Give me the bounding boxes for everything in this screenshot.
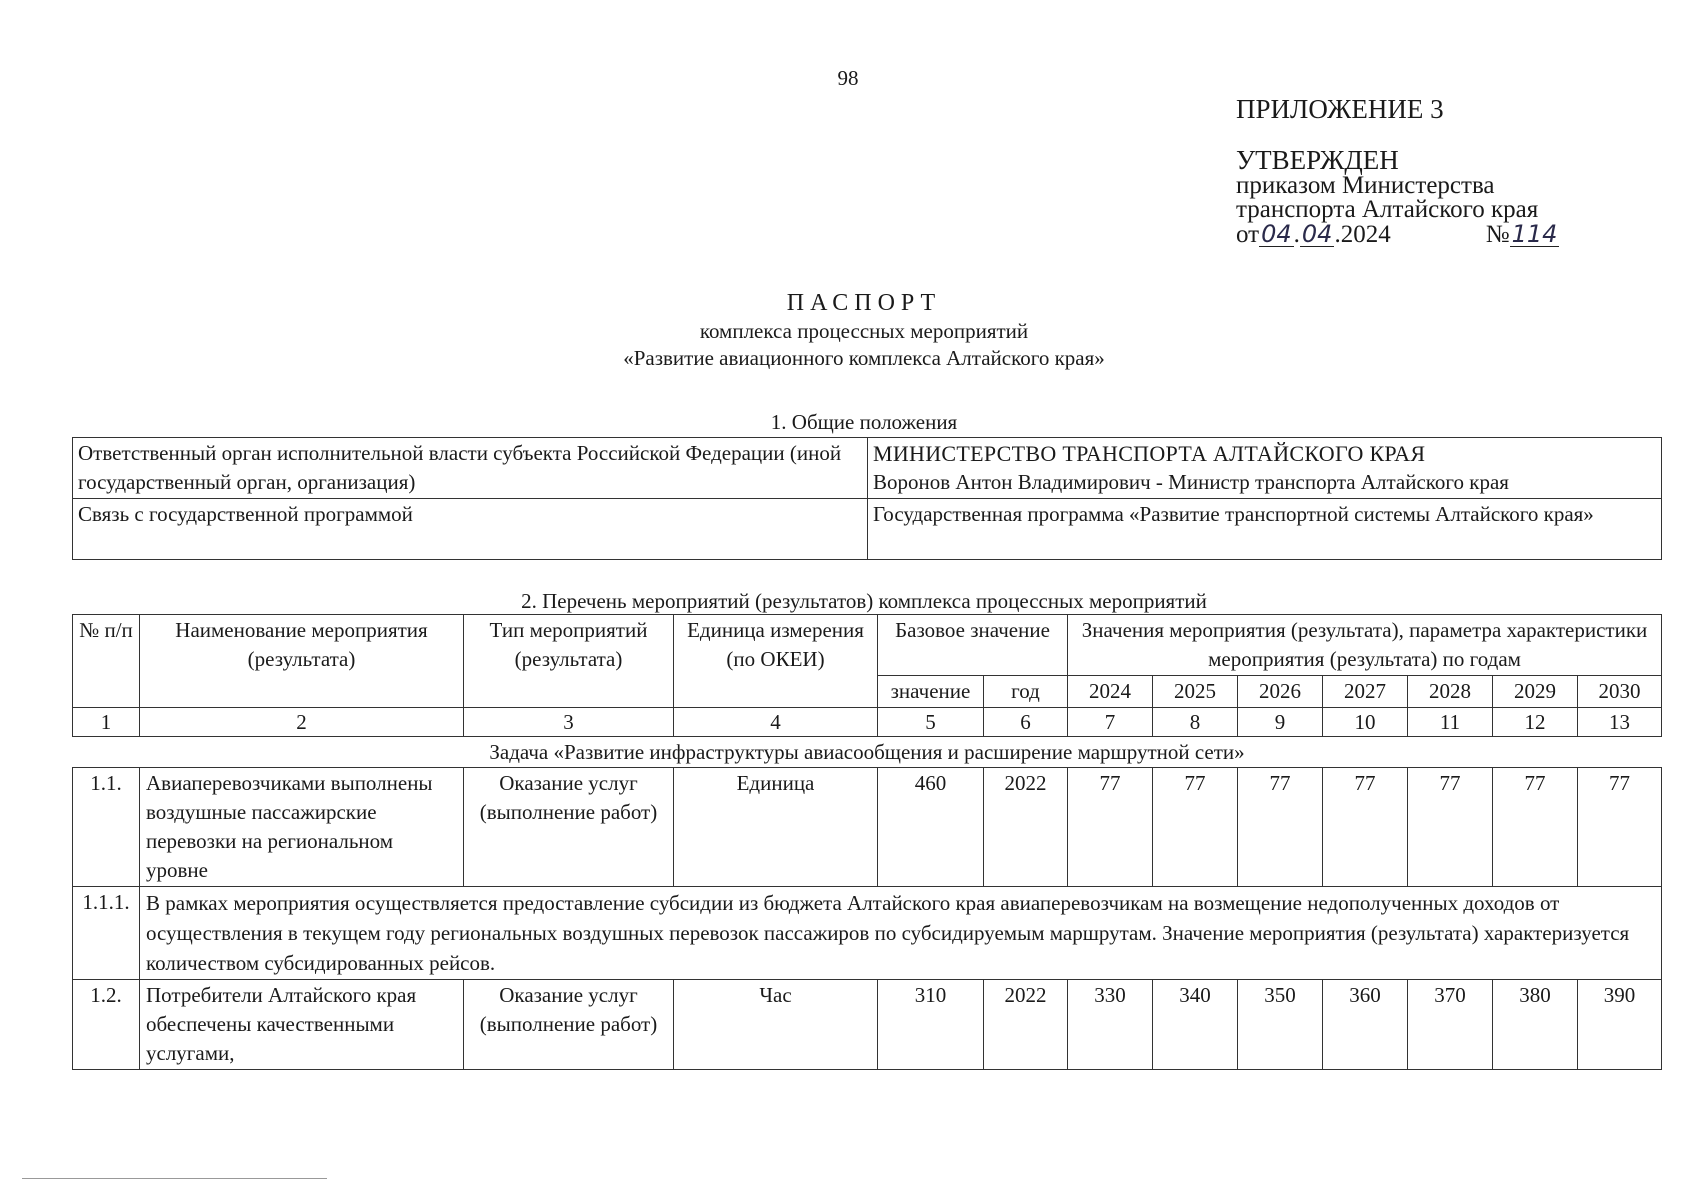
- header-base: Базовое значение: [878, 615, 1068, 676]
- column-number: 4: [674, 708, 878, 737]
- table-row: [73, 499, 1662, 560]
- year-value: 370: [1408, 980, 1493, 1070]
- row-number: 1.1.1.: [73, 887, 140, 980]
- table-row: [73, 768, 1662, 887]
- table-row: [73, 438, 1662, 499]
- approval-block: [1236, 94, 1656, 247]
- header-year: 2029: [1493, 676, 1578, 708]
- column-number: 10: [1323, 708, 1408, 737]
- order-line-2: транспорта Алтайского края: [1236, 196, 1539, 223]
- program-link-label: Связь с государственной программой: [73, 499, 868, 560]
- order-number: 114: [1511, 220, 1558, 248]
- header-unit: Единица измерения (по ОКЕИ): [674, 615, 878, 708]
- year-value: 390: [1578, 980, 1662, 1070]
- description-row: [73, 887, 1662, 980]
- year-value: 77: [1493, 768, 1578, 887]
- task-row: [73, 737, 1662, 768]
- minister-name: Воронов Антон Владимирович - Министр транспорта Алтайского края: [873, 470, 1509, 494]
- header-row: [73, 615, 1662, 676]
- title-block: [0, 288, 1696, 372]
- base-value: 460: [878, 768, 984, 887]
- section-2-heading: 2. Перечень мероприятий (результатов) комплекса процессных мероприятий: [521, 589, 1207, 613]
- header-base-value: значение: [878, 676, 984, 708]
- column-number: 5: [878, 708, 984, 737]
- base-year: 2022: [984, 980, 1068, 1070]
- header-year: 2027: [1323, 676, 1408, 708]
- scan-artifact: [22, 1178, 327, 1179]
- column-number: 12: [1493, 708, 1578, 737]
- activity-name: Потребители Алтайского края обеспечены качественными услугами,: [140, 980, 464, 1070]
- year-value: 340: [1153, 980, 1238, 1070]
- passport-title: ПАСПОРТ: [786, 290, 942, 316]
- number-label: №: [1485, 221, 1510, 248]
- order-date-row: от 04 . 04 .2024 № 114: [1236, 220, 1558, 248]
- header-year: 2028: [1408, 676, 1493, 708]
- year-value: 380: [1493, 980, 1578, 1070]
- ministry-name: МИНИСТЕРСТВО ТРАНСПОРТА АЛТАЙСКОГО КРАЯ: [873, 441, 1426, 466]
- responsible-body-label: Ответственный орган исполнительной власти субъекта Российской Федерации (иной государственный орган, организация): [73, 438, 868, 499]
- activity-name: Авиаперевозчиками выполнены воздушные пассажирские перевозки на региональном уровне: [140, 768, 464, 887]
- program-link-value: Государственная программа «Развитие транспортной системы Алтайского края»: [868, 499, 1662, 560]
- row-number: 1.2.: [73, 980, 140, 1070]
- column-number: 11: [1408, 708, 1493, 737]
- page-number: 98: [837, 66, 859, 90]
- header-type: Тип мероприятий (результата): [464, 615, 674, 708]
- header-year: 2026: [1238, 676, 1323, 708]
- header-year: 2024: [1068, 676, 1153, 708]
- column-number: 6: [984, 708, 1068, 737]
- column-number: 9: [1238, 708, 1323, 737]
- activity-unit: Час: [674, 980, 878, 1070]
- base-value: 310: [878, 980, 984, 1070]
- general-provisions-table: [72, 437, 1662, 560]
- year-value: 77: [1238, 768, 1323, 887]
- passport-subtitle-2: «Развитие авиационного комплекса Алтайского края»: [623, 346, 1105, 370]
- task-title: Задача «Развитие инфраструктуры авиасообщения и расширение маршрутной сети»: [73, 737, 1662, 768]
- column-number: 2: [140, 708, 464, 737]
- activity-type: Оказание услуг (выполнение работ): [464, 980, 674, 1070]
- year-value: 77: [1153, 768, 1238, 887]
- year-value: 350: [1238, 980, 1323, 1070]
- year-value: 77: [1323, 768, 1408, 887]
- activity-unit: Единица: [674, 768, 878, 887]
- column-number: 13: [1578, 708, 1662, 737]
- header-base-year: год: [984, 676, 1068, 708]
- column-number: 3: [464, 708, 674, 737]
- column-number: 1: [73, 708, 140, 737]
- header-num: № п/п: [73, 615, 140, 708]
- year-value: 77: [1408, 768, 1493, 887]
- base-year: 2022: [984, 768, 1068, 887]
- row-number: 1.1.: [73, 768, 140, 887]
- year-value: 77: [1578, 768, 1662, 887]
- year-value: 360: [1323, 980, 1408, 1070]
- column-number: 7: [1068, 708, 1153, 737]
- header-year: 2030: [1578, 676, 1662, 708]
- date-day: 04: [1261, 220, 1292, 248]
- approved-label: УТВЕРЖДЕН: [1236, 145, 1399, 175]
- year-value: 77: [1068, 768, 1153, 887]
- header-name: Наименование мероприятия (результата): [140, 615, 464, 708]
- passport-subtitle-1: комплекса процессных мероприятий: [699, 319, 1029, 343]
- responsible-body-value: [868, 438, 1662, 499]
- table-row: [73, 980, 1662, 1070]
- order-line-1: приказом Министерства: [1236, 172, 1495, 199]
- activity-description: В рамках мероприятия осуществляется предоставление субсидии из бюджета Алтайского края авиаперевозчикам на возмещение недополученных доходов от осуществления в текущем году региональных воздушных перевозок пассажиров по субсидируемым маршрутам. Значение мероприятия (результата) характеризуется количеством субсидированных рейсов.: [140, 887, 1662, 980]
- year-value: 330: [1068, 980, 1153, 1070]
- section-1-heading: 1. Общие положения: [770, 410, 958, 434]
- column-number: 8: [1153, 708, 1238, 737]
- activity-type: Оказание услуг (выполнение работ): [464, 768, 674, 887]
- header-values: Значения мероприятия (результата), параметра характеристики мероприятия (результата) по годам: [1068, 615, 1662, 676]
- date-year: .2024: [1334, 221, 1391, 248]
- appendix-label: ПРИЛОЖЕНИЕ 3: [1236, 94, 1444, 124]
- date-prefix: от: [1236, 221, 1260, 248]
- activities-table: [72, 614, 1662, 1070]
- header-year: 2025: [1153, 676, 1238, 708]
- date-month: 04: [1301, 220, 1333, 248]
- column-numbers-row: [73, 708, 1662, 737]
